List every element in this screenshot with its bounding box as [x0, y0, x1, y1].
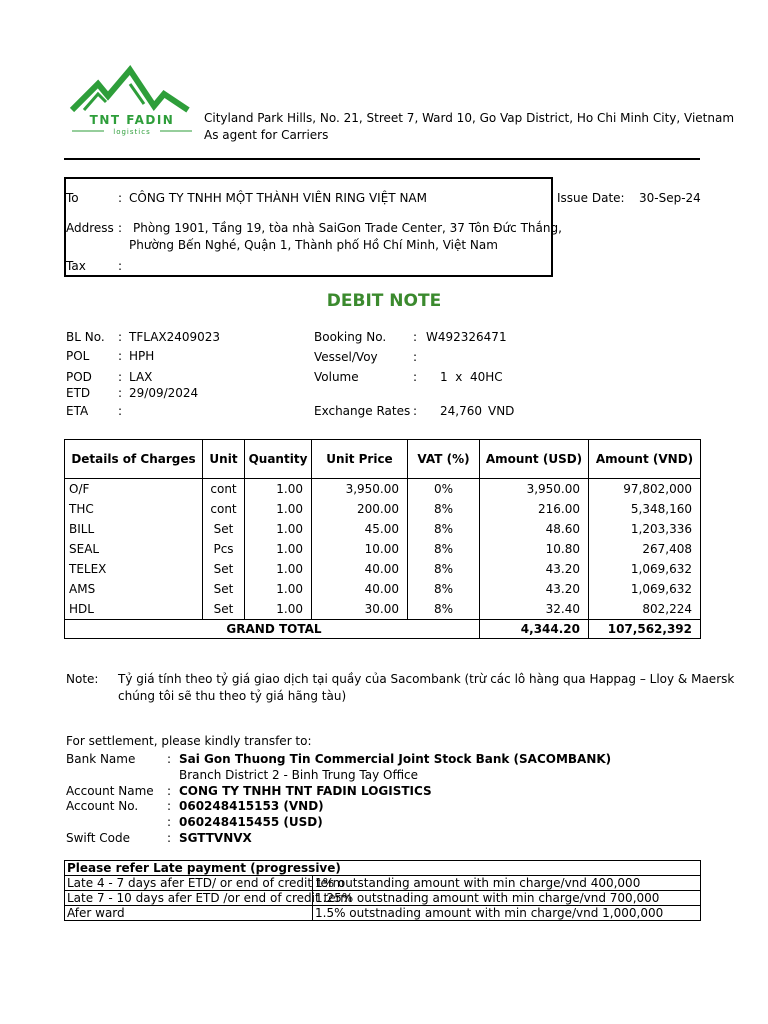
- booking-value: W492326471: [426, 330, 507, 344]
- charge-quantity: 1.00: [245, 539, 312, 559]
- late-payment-row: [65, 891, 701, 906]
- company-logo: [68, 66, 196, 138]
- charge-row: [65, 559, 701, 579]
- bank-name-colon: :: [167, 752, 172, 766]
- charge-unit: Set: [203, 579, 245, 599]
- bank-name-label: Bank Name: [66, 752, 136, 766]
- pol-colon: :: [118, 349, 123, 363]
- col-header-unit-price: Unit Price: [312, 440, 408, 479]
- charge-unit-price: 10.00: [312, 539, 408, 559]
- charge-unit: Set: [203, 559, 245, 579]
- vessel-colon: :: [413, 350, 418, 364]
- charge-amount-vnd: 5,348,160: [589, 499, 701, 519]
- late-payment-title: Please refer Late payment (progressive): [65, 861, 701, 876]
- exchange-rate-label: Exchange Rates: [314, 404, 411, 418]
- eta-label: ETA: [66, 404, 89, 418]
- charge-amount-usd: 32.40: [480, 599, 589, 620]
- address-colon: :: [118, 221, 123, 235]
- charge-unit-price: 200.00: [312, 499, 408, 519]
- charge-amount-usd: 48.60: [480, 519, 589, 539]
- charge-amount-usd: 10.80: [480, 539, 589, 559]
- charge-vat: 8%: [408, 539, 480, 559]
- to-label: To: [66, 191, 79, 205]
- charge-vat: 8%: [408, 519, 480, 539]
- charge-amount-vnd: 267,408: [589, 539, 701, 559]
- charge-amount-usd: 43.20: [480, 559, 589, 579]
- account-no-colon-2: :: [167, 815, 172, 829]
- late-payment-period: Late 4 - 7 days afer ETD/ or end of credit term: [65, 876, 313, 891]
- grand-total-usd: 4,344.20: [480, 620, 589, 639]
- company-address: Cityland Park Hills, No. 21, Street 7, Ward 10, Go Vap District, Ho Chi Minh City, Vietnam: [204, 111, 735, 125]
- volume-label: Volume: [314, 370, 359, 384]
- swift-colon: :: [167, 831, 172, 845]
- etd-label: ETD: [66, 386, 91, 400]
- document-title: DEBIT NOTE: [326, 291, 442, 311]
- to-colon: :: [118, 191, 123, 205]
- charge-vat: 0%: [408, 479, 480, 500]
- charge-name: BILL: [65, 519, 203, 539]
- charge-unit-price: 40.00: [312, 559, 408, 579]
- grand-total-row: [65, 620, 701, 639]
- col-header-amount-vnd: Amount (VND): [589, 440, 701, 479]
- charge-unit-price: 30.00: [312, 599, 408, 620]
- charge-name: HDL: [65, 599, 203, 620]
- pod-label: POD: [66, 370, 92, 384]
- exchange-rate-colon: :: [413, 404, 418, 418]
- bl-label: BL No.: [66, 330, 105, 344]
- charge-unit: cont: [203, 479, 245, 500]
- charge-vat: 8%: [408, 559, 480, 579]
- mountain-logo-icon: [68, 66, 196, 138]
- charge-quantity: 1.00: [245, 479, 312, 500]
- volume-colon: :: [413, 370, 418, 384]
- agent-line: As agent for Carriers: [204, 128, 329, 142]
- late-payment-period: Afer ward: [65, 906, 313, 921]
- grand-total-label: GRAND TOTAL: [65, 620, 480, 639]
- account-no-vnd: 060248415153 (VND): [179, 799, 324, 813]
- late-payment-row: [65, 906, 701, 921]
- charge-vat: 8%: [408, 599, 480, 620]
- address-line2: Phường Bến Nghé, Quận 1, Thành phố Hồ Chí Minh, Việt Nam: [129, 238, 498, 252]
- swift-value: SGTTVNVX: [179, 831, 252, 845]
- charge-unit-price: 45.00: [312, 519, 408, 539]
- bl-value: TFLAX2409023: [129, 330, 221, 344]
- charge-unit: Set: [203, 519, 245, 539]
- charge-amount-usd: 43.20: [480, 579, 589, 599]
- charge-quantity: 1.00: [245, 519, 312, 539]
- account-no-label: Account No.: [66, 799, 139, 813]
- pol-value: HPH: [129, 349, 155, 363]
- charge-amount-vnd: 1,203,336: [589, 519, 701, 539]
- account-name-value: CONG TY TNHH TNT FADIN LOGISTICS: [179, 784, 432, 798]
- note-label: Note:: [66, 672, 99, 686]
- charge-vat: 8%: [408, 579, 480, 599]
- swift-label: Swift Code: [66, 831, 131, 845]
- charge-quantity: 1.00: [245, 559, 312, 579]
- settlement-intro: For settlement, please kindly transfer to:: [66, 734, 312, 748]
- volume-value: 1 x 40HC: [440, 370, 503, 384]
- charge-row: [65, 499, 701, 519]
- charge-name: SEAL: [65, 539, 203, 559]
- note-line2: chúng tôi sẽ thu theo tỷ giá hãng tàu): [118, 689, 347, 703]
- charge-amount-usd: 3,950.00: [480, 479, 589, 500]
- charge-name: O/F: [65, 479, 203, 500]
- charge-vat: 8%: [408, 499, 480, 519]
- etd-value: 29/09/2024: [129, 386, 199, 400]
- col-header-vat: VAT (%): [408, 440, 480, 479]
- charge-name: THC: [65, 499, 203, 519]
- charge-amount-vnd: 1,069,632: [589, 559, 701, 579]
- charge-name: AMS: [65, 579, 203, 599]
- issue-date-value: 30-Sep-24: [639, 191, 701, 205]
- bl-colon: :: [118, 330, 123, 344]
- late-payment-period: Late 7 - 10 days afer ETD /or end of credit term: [65, 891, 313, 906]
- bank-branch: Branch District 2 - Binh Trung Tay Office: [179, 768, 419, 782]
- logo-name: TNT FADIN: [89, 113, 175, 127]
- charge-quantity: 1.00: [245, 599, 312, 620]
- charge-row: [65, 539, 701, 559]
- charges-table: [64, 439, 701, 639]
- late-payment-charge: 1.25% outstnading amount with min charge/vnd 700,000: [313, 891, 701, 906]
- exchange-rate-value: 24,760: [440, 404, 482, 418]
- logo-sub: logistics: [113, 128, 151, 136]
- account-name-label: Account Name: [66, 784, 154, 798]
- charge-unit-price: 40.00: [312, 579, 408, 599]
- late-payment-table: [64, 860, 701, 921]
- col-header-unit: Unit: [203, 440, 245, 479]
- charge-unit: cont: [203, 499, 245, 519]
- tax-colon: :: [118, 259, 123, 273]
- address-label: Address: [66, 221, 114, 235]
- eta-colon: :: [118, 404, 123, 418]
- charge-amount-vnd: 1,069,632: [589, 579, 701, 599]
- charge-quantity: 1.00: [245, 579, 312, 599]
- bank-name-value: Sai Gon Thuong Tin Commercial Joint Stock Bank (SACOMBANK): [179, 752, 612, 766]
- header-divider: [64, 158, 700, 160]
- pol-label: POL: [66, 349, 90, 363]
- col-header-details: Details of Charges: [65, 440, 203, 479]
- charge-unit: Pcs: [203, 539, 245, 559]
- late-payment-charge: 1% outstanding amount with min charge/vnd 400,000: [313, 876, 701, 891]
- account-no-colon: :: [167, 799, 172, 813]
- pod-colon: :: [118, 370, 123, 384]
- late-payment-row: [65, 876, 701, 891]
- tax-label: Tax: [66, 259, 86, 273]
- booking-label: Booking No.: [314, 330, 387, 344]
- note-line1: Tỷ giá tính theo tỷ giá giao dịch tại quầy của Sacombank (trừ các lô hàng qua Happag – Lloy & Maersk: [118, 672, 735, 686]
- address-line1: Phòng 1901, Tầng 19, tòa nhà SaiGon Trade Center, 37 Tôn Đức Thắng,: [133, 221, 562, 235]
- charge-amount-usd: 216.00: [480, 499, 589, 519]
- charge-amount-vnd: 802,224: [589, 599, 701, 620]
- charge-amount-vnd: 97,802,000: [589, 479, 701, 500]
- to-value: CÔNG TY TNHH MỘT THÀNH VIÊN RING VIỆT NAM: [129, 191, 427, 205]
- vessel-label: Vessel/Voy: [314, 350, 378, 364]
- issue-date-label: Issue Date:: [557, 191, 625, 205]
- account-no-usd: 060248415455 (USD): [179, 815, 323, 829]
- col-header-amount-usd: Amount (USD): [480, 440, 589, 479]
- charge-unit-price: 3,950.00: [312, 479, 408, 500]
- charge-unit: Set: [203, 599, 245, 620]
- charge-row: [65, 479, 701, 500]
- late-payment-charge: 1.5% outstnading amount with min charge/vnd 1,000,000: [313, 906, 701, 921]
- charge-quantity: 1.00: [245, 499, 312, 519]
- pod-value: LAX: [129, 370, 153, 384]
- charge-row: [65, 519, 701, 539]
- booking-colon: :: [413, 330, 418, 344]
- late-payment-title-row: [65, 861, 701, 876]
- charge-row: [65, 599, 701, 620]
- charges-header-row: [65, 440, 701, 479]
- charge-name: TELEX: [65, 559, 203, 579]
- col-header-quantity: Quantity: [245, 440, 312, 479]
- exchange-rate-unit: VND: [488, 404, 515, 418]
- charge-row: [65, 579, 701, 599]
- account-name-colon: :: [167, 784, 172, 798]
- grand-total-vnd: 107,562,392: [589, 620, 701, 639]
- etd-colon: :: [118, 386, 123, 400]
